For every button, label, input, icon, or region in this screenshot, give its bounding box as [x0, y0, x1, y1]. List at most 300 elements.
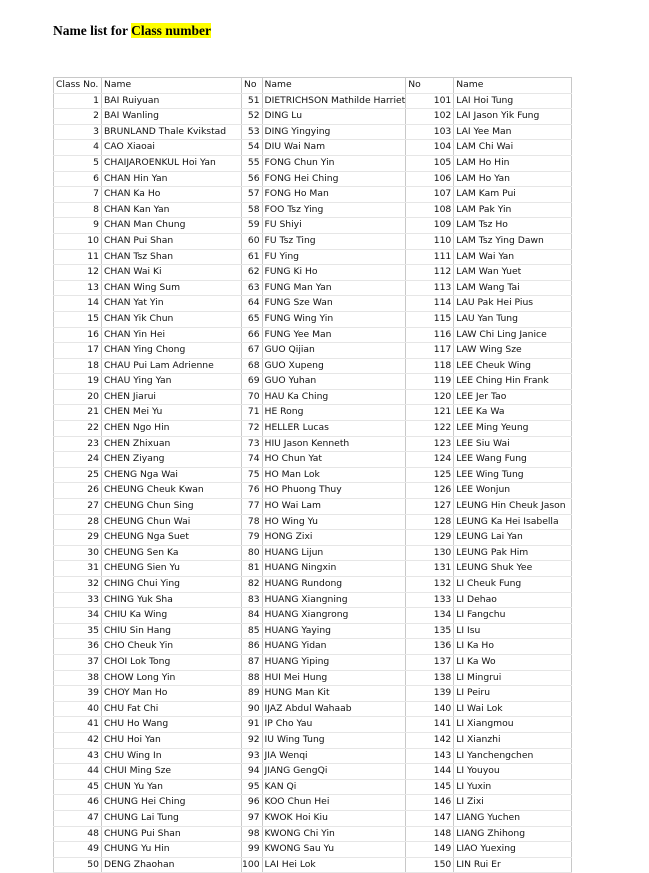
student-name-cell: CHEN Ziyang — [102, 452, 242, 468]
student-name-cell: HUANG Xiangning — [262, 592, 406, 608]
no-cell: 111 — [406, 249, 454, 265]
student-name-cell: CHUI Ming Sze — [102, 764, 242, 780]
class-no-cell: 38 — [54, 670, 102, 686]
no-cell: 138 — [406, 670, 454, 686]
table-row — [54, 327, 572, 343]
student-name-cell: FUNG Yee Man — [262, 327, 406, 343]
student-name-cell: LEUNG Lai Yan — [454, 530, 572, 546]
student-name-cell: CHAN Yin Hei — [102, 327, 242, 343]
class-no-cell: 23 — [54, 436, 102, 452]
table-row — [54, 311, 572, 327]
student-name-cell: GUO Yuhan — [262, 374, 406, 390]
student-name-cell: LEE Siu Wai — [454, 436, 572, 452]
student-name-cell: LEUNG Shuk Yee — [454, 561, 572, 577]
class-no-cell: 3 — [54, 124, 102, 140]
student-name-cell: FONG Chun Yin — [262, 155, 406, 171]
no-cell: 97 — [242, 810, 263, 826]
student-name-cell: LAW Chi Ling Janice — [454, 327, 572, 343]
no-cell: 142 — [406, 732, 454, 748]
student-name-cell: LAM Chi Wai — [454, 140, 572, 156]
class-no-cell: 18 — [54, 358, 102, 374]
no-cell: 84 — [242, 608, 263, 624]
class-no-cell: 48 — [54, 826, 102, 842]
title-highlight: Class number — [131, 23, 211, 38]
no-cell: 132 — [406, 577, 454, 593]
class-no-cell: 27 — [54, 499, 102, 515]
student-name-cell: LI Yuxin — [454, 779, 572, 795]
class-no-cell: 10 — [54, 233, 102, 249]
table-row — [54, 499, 572, 515]
header-name-1: Name — [102, 78, 242, 94]
student-name-cell: CHING Yuk Sha — [102, 592, 242, 608]
class-no-cell: 21 — [54, 405, 102, 421]
student-name-cell: CHEN Ngo Hin — [102, 421, 242, 437]
no-cell: 94 — [242, 764, 263, 780]
student-name-cell: HE Rong — [262, 405, 406, 421]
student-name-cell: CHAN Ka Ho — [102, 187, 242, 203]
student-name-cell: BAI Wanling — [102, 109, 242, 125]
name-list-table — [53, 77, 572, 873]
student-name-cell: CHU Ho Wang — [102, 717, 242, 733]
no-cell: 147 — [406, 810, 454, 826]
student-name-cell: CHUNG Hei Ching — [102, 795, 242, 811]
student-name-cell: HELLER Lucas — [262, 421, 406, 437]
student-name-cell: LI Fangchu — [454, 608, 572, 624]
student-name-cell: CHAN Wing Sum — [102, 280, 242, 296]
table-row — [54, 623, 572, 639]
table-row — [54, 592, 572, 608]
student-name-cell: HUANG Yaying — [262, 623, 406, 639]
no-cell: 98 — [242, 826, 263, 842]
student-name-cell: CHEUNG Sen Ka — [102, 545, 242, 561]
class-no-cell: 44 — [54, 764, 102, 780]
no-cell: 110 — [406, 233, 454, 249]
student-name-cell: CHUNG Pui Shan — [102, 826, 242, 842]
class-no-cell: 47 — [54, 810, 102, 826]
student-name-cell: FUNG Wing Yin — [262, 311, 406, 327]
table-row — [54, 280, 572, 296]
class-no-cell: 15 — [54, 311, 102, 327]
no-cell: 126 — [406, 483, 454, 499]
table-row — [54, 732, 572, 748]
no-cell: 71 — [242, 405, 263, 421]
student-name-cell: LAM Kam Pui — [454, 187, 572, 203]
class-no-cell: 31 — [54, 561, 102, 577]
class-no-cell: 34 — [54, 608, 102, 624]
no-cell: 93 — [242, 748, 263, 764]
no-cell: 128 — [406, 514, 454, 530]
student-name-cell: HAU Ka Ching — [262, 389, 406, 405]
student-name-cell: FOO Tsz Ying — [262, 202, 406, 218]
no-cell: 59 — [242, 218, 263, 234]
table-row — [54, 296, 572, 312]
student-name-cell: CHUNG Yu Hin — [102, 842, 242, 858]
no-cell: 65 — [242, 311, 263, 327]
no-cell: 61 — [242, 249, 263, 265]
student-name-cell: FU Shiyi — [262, 218, 406, 234]
title-prefix: Name list for — [53, 23, 132, 38]
table-row — [54, 218, 572, 234]
no-cell: 113 — [406, 280, 454, 296]
class-no-cell: 40 — [54, 701, 102, 717]
no-cell: 91 — [242, 717, 263, 733]
student-name-cell: BAI Ruiyuan — [102, 93, 242, 109]
student-name-cell: LEE Jer Tao — [454, 389, 572, 405]
table-row — [54, 717, 572, 733]
student-name-cell: LEE Wing Tung — [454, 467, 572, 483]
no-cell: 56 — [242, 171, 263, 187]
student-name-cell: CHOY Man Ho — [102, 686, 242, 702]
no-cell: 114 — [406, 296, 454, 312]
no-cell: 99 — [242, 842, 263, 858]
table-row — [54, 530, 572, 546]
student-name-cell: LEUNG Ka Hei Isabella — [454, 514, 572, 530]
no-cell: 54 — [242, 140, 263, 156]
table-row — [54, 436, 572, 452]
no-cell: 86 — [242, 639, 263, 655]
class-no-cell: 7 — [54, 187, 102, 203]
table-row — [54, 810, 572, 826]
table-row — [54, 265, 572, 281]
no-cell: 89 — [242, 686, 263, 702]
class-no-cell: 32 — [54, 577, 102, 593]
student-name-cell: LAM Wan Yuet — [454, 265, 572, 281]
no-cell: 92 — [242, 732, 263, 748]
no-cell: 100 — [242, 857, 263, 873]
student-name-cell: HO Wai Lam — [262, 499, 406, 515]
table-row — [54, 826, 572, 842]
table-row — [54, 249, 572, 265]
no-cell: 139 — [406, 686, 454, 702]
student-name-cell: HO Chun Yat — [262, 452, 406, 468]
student-name-cell: DING Yingying — [262, 124, 406, 140]
class-no-cell: 9 — [54, 218, 102, 234]
student-name-cell: FU Tsz Ting — [262, 233, 406, 249]
class-no-cell: 28 — [54, 514, 102, 530]
student-name-cell: CHIU Ka Wing — [102, 608, 242, 624]
header-class-no: Class No. — [54, 78, 102, 94]
no-cell: 55 — [242, 155, 263, 171]
student-name-cell: LAU Yan Tung — [454, 311, 572, 327]
class-no-cell: 24 — [54, 452, 102, 468]
class-no-cell: 33 — [54, 592, 102, 608]
no-cell: 117 — [406, 343, 454, 359]
no-cell: 121 — [406, 405, 454, 421]
no-cell: 123 — [406, 436, 454, 452]
no-cell: 62 — [242, 265, 263, 281]
no-cell: 124 — [406, 452, 454, 468]
no-cell: 125 — [406, 467, 454, 483]
no-cell: 106 — [406, 171, 454, 187]
class-no-cell: 29 — [54, 530, 102, 546]
table-row — [54, 577, 572, 593]
class-no-cell: 22 — [54, 421, 102, 437]
table-row — [54, 670, 572, 686]
student-name-cell: HO Man Lok — [262, 467, 406, 483]
header-row — [54, 78, 572, 94]
student-name-cell: IJAZ Abdul Wahaab — [262, 701, 406, 717]
no-cell: 76 — [242, 483, 263, 499]
no-cell: 104 — [406, 140, 454, 156]
no-cell: 112 — [406, 265, 454, 281]
class-no-cell: 17 — [54, 343, 102, 359]
class-no-cell: 1 — [54, 93, 102, 109]
no-cell: 81 — [242, 561, 263, 577]
table-row — [54, 686, 572, 702]
no-cell: 102 — [406, 109, 454, 125]
no-cell: 74 — [242, 452, 263, 468]
no-cell: 68 — [242, 358, 263, 374]
student-name-cell: LAM Wai Yan — [454, 249, 572, 265]
class-no-cell: 4 — [54, 140, 102, 156]
class-no-cell: 46 — [54, 795, 102, 811]
student-name-cell: CHAN Ying Chong — [102, 343, 242, 359]
header-name-3: Name — [454, 78, 572, 94]
student-name-cell: BRUNLAND Thale Kvikstad — [102, 124, 242, 140]
no-cell: 148 — [406, 826, 454, 842]
table-row — [54, 608, 572, 624]
no-cell: 133 — [406, 592, 454, 608]
student-name-cell: LIANG Yuchen — [454, 810, 572, 826]
table-row — [54, 514, 572, 530]
no-cell: 79 — [242, 530, 263, 546]
table-row — [54, 639, 572, 655]
student-name-cell: LI Xiangmou — [454, 717, 572, 733]
student-name-cell: KWOK Hoi Kiu — [262, 810, 406, 826]
student-name-cell: KWONG Chi Yin — [262, 826, 406, 842]
student-name-cell: KWONG Sau Yu — [262, 842, 406, 858]
class-no-cell: 37 — [54, 654, 102, 670]
no-cell: 109 — [406, 218, 454, 234]
no-cell: 87 — [242, 654, 263, 670]
no-cell: 141 — [406, 717, 454, 733]
no-cell: 66 — [242, 327, 263, 343]
no-cell: 85 — [242, 623, 263, 639]
table-row — [54, 701, 572, 717]
table-row — [54, 795, 572, 811]
student-name-cell: KOO Chun Hei — [262, 795, 406, 811]
student-name-cell: FONG Hei Ching — [262, 171, 406, 187]
no-cell: 150 — [406, 857, 454, 873]
student-name-cell: LAM Ho Yan — [454, 171, 572, 187]
student-name-cell: GUO Xupeng — [262, 358, 406, 374]
class-no-cell: 6 — [54, 171, 102, 187]
class-no-cell: 12 — [54, 265, 102, 281]
no-cell: 118 — [406, 358, 454, 374]
student-name-cell: CHAN Yat Yin — [102, 296, 242, 312]
student-name-cell: HUANG Yidan — [262, 639, 406, 655]
table-row — [54, 467, 572, 483]
no-cell: 82 — [242, 577, 263, 593]
student-name-cell: LAI Yee Man — [454, 124, 572, 140]
student-name-cell: CHING Chui Ying — [102, 577, 242, 593]
table-row — [54, 140, 572, 156]
student-name-cell: CHAU Ying Yan — [102, 374, 242, 390]
student-name-cell: LAM Tsz Ying Dawn — [454, 233, 572, 249]
table-row — [54, 421, 572, 437]
student-name-cell: FUNG Man Yan — [262, 280, 406, 296]
student-name-cell: DENG Zhaohan — [102, 857, 242, 873]
class-no-cell: 5 — [54, 155, 102, 171]
student-name-cell: LEE Ching Hin Frank — [454, 374, 572, 390]
student-name-cell: LI Isu — [454, 623, 572, 639]
no-cell: 136 — [406, 639, 454, 655]
no-cell: 53 — [242, 124, 263, 140]
student-name-cell: CHEUNG Sien Yu — [102, 561, 242, 577]
student-name-cell: CHUNG Lai Tung — [102, 810, 242, 826]
no-cell: 64 — [242, 296, 263, 312]
student-name-cell: LAM Wang Tai — [454, 280, 572, 296]
student-name-cell: HUANG Lijun — [262, 545, 406, 561]
student-name-cell: CHEUNG Chun Wai — [102, 514, 242, 530]
student-name-cell: LAI Hoi Tung — [454, 93, 572, 109]
student-name-cell: LIANG Zhihong — [454, 826, 572, 842]
table-row — [54, 748, 572, 764]
no-cell: 145 — [406, 779, 454, 795]
class-no-cell: 26 — [54, 483, 102, 499]
student-name-cell: LEE Cheuk Wing — [454, 358, 572, 374]
student-name-cell: HUANG Ningxin — [262, 561, 406, 577]
student-name-cell: LAM Ho Hin — [454, 155, 572, 171]
no-cell: 105 — [406, 155, 454, 171]
no-cell: 140 — [406, 701, 454, 717]
class-no-cell: 14 — [54, 296, 102, 312]
student-name-cell: CAO Xiaoai — [102, 140, 242, 156]
no-cell: 144 — [406, 764, 454, 780]
student-name-cell: DIU Wai Nam — [262, 140, 406, 156]
class-no-cell: 8 — [54, 202, 102, 218]
student-name-cell: LAI Jason Yik Fung — [454, 109, 572, 125]
student-name-cell: HUANG Yiping — [262, 654, 406, 670]
student-name-cell: HO Wing Yu — [262, 514, 406, 530]
class-no-cell: 2 — [54, 109, 102, 125]
student-name-cell: HIU Jason Kenneth — [262, 436, 406, 452]
student-name-cell: LI Xianzhi — [454, 732, 572, 748]
student-name-cell: CHAU Pui Lam Adrienne — [102, 358, 242, 374]
class-no-cell: 43 — [54, 748, 102, 764]
no-cell: 119 — [406, 374, 454, 390]
table-row — [54, 764, 572, 780]
student-name-cell: LEE Wang Fung — [454, 452, 572, 468]
student-name-cell: HONG Zixi — [262, 530, 406, 546]
class-no-cell: 49 — [54, 842, 102, 858]
student-name-cell: CHEN Jiarui — [102, 389, 242, 405]
class-no-cell: 35 — [54, 623, 102, 639]
no-cell: 101 — [406, 93, 454, 109]
no-cell: 69 — [242, 374, 263, 390]
student-name-cell: CHAN Wai Ki — [102, 265, 242, 281]
student-name-cell: LI Wai Lok — [454, 701, 572, 717]
no-cell: 67 — [242, 343, 263, 359]
class-no-cell: 39 — [54, 686, 102, 702]
table-row — [54, 857, 572, 873]
class-no-cell: 25 — [54, 467, 102, 483]
student-name-cell: CHU Hoi Yan — [102, 732, 242, 748]
student-name-cell: CHOW Long Yin — [102, 670, 242, 686]
no-cell: 107 — [406, 187, 454, 203]
student-name-cell: LI Yanchengchen — [454, 748, 572, 764]
no-cell: 90 — [242, 701, 263, 717]
table-row — [54, 842, 572, 858]
no-cell: 70 — [242, 389, 263, 405]
no-cell: 146 — [406, 795, 454, 811]
no-cell: 143 — [406, 748, 454, 764]
student-name-cell: CHU Fat Chi — [102, 701, 242, 717]
no-cell: 78 — [242, 514, 263, 530]
student-name-cell: FONG Ho Man — [262, 187, 406, 203]
table-row — [54, 389, 572, 405]
student-name-cell: CHEUNG Nga Suet — [102, 530, 242, 546]
student-name-cell: CHEN Zhixuan — [102, 436, 242, 452]
page-title — [53, 22, 211, 40]
student-name-cell: FUNG Sze Wan — [262, 296, 406, 312]
student-name-cell: LI Ka Ho — [454, 639, 572, 655]
student-name-cell: CHIU Sin Hang — [102, 623, 242, 639]
table-row — [54, 405, 572, 421]
table-row — [54, 654, 572, 670]
student-name-cell: LI Dehao — [454, 592, 572, 608]
class-no-cell: 11 — [54, 249, 102, 265]
no-cell: 149 — [406, 842, 454, 858]
no-cell: 51 — [242, 93, 263, 109]
student-name-cell: LIN Rui Er — [454, 857, 572, 873]
student-name-cell: KAN Qi — [262, 779, 406, 795]
no-cell: 127 — [406, 499, 454, 515]
header-no-3: No — [406, 78, 454, 94]
student-name-cell: HUANG Xiangrong — [262, 608, 406, 624]
student-name-cell: LI Mingrui — [454, 670, 572, 686]
student-name-cell: LAW Wing Sze — [454, 343, 572, 359]
table-row — [54, 171, 572, 187]
no-cell: 96 — [242, 795, 263, 811]
student-name-cell: JIANG GengQi — [262, 764, 406, 780]
no-cell: 52 — [242, 109, 263, 125]
class-no-cell: 30 — [54, 545, 102, 561]
no-cell: 134 — [406, 608, 454, 624]
class-no-cell: 42 — [54, 732, 102, 748]
table-row — [54, 358, 572, 374]
table-row — [54, 779, 572, 795]
class-no-cell: 16 — [54, 327, 102, 343]
no-cell: 80 — [242, 545, 263, 561]
no-cell: 131 — [406, 561, 454, 577]
class-no-cell: 19 — [54, 374, 102, 390]
no-cell: 129 — [406, 530, 454, 546]
student-name-cell: LEUNG Pak Him — [454, 545, 572, 561]
no-cell: 72 — [242, 421, 263, 437]
no-cell: 135 — [406, 623, 454, 639]
student-name-cell: GUO Qijian — [262, 343, 406, 359]
student-name-cell: CHAN Pui Shan — [102, 233, 242, 249]
table-row — [54, 202, 572, 218]
student-name-cell: LEE Ming Yeung — [454, 421, 572, 437]
table-row — [54, 155, 572, 171]
student-name-cell: HUI Mei Hung — [262, 670, 406, 686]
student-name-cell: DIETRICHSON Mathilde Harriet — [262, 93, 406, 109]
student-name-cell: CHAN Man Chung — [102, 218, 242, 234]
student-name-cell: CHU Wing In — [102, 748, 242, 764]
no-cell: 63 — [242, 280, 263, 296]
no-cell: 116 — [406, 327, 454, 343]
no-cell: 122 — [406, 421, 454, 437]
student-name-cell: CHAIJAROENKUL Hoi Yan — [102, 155, 242, 171]
no-cell: 57 — [242, 187, 263, 203]
student-name-cell: LI Youyou — [454, 764, 572, 780]
student-name-cell: CHOI Lok Tong — [102, 654, 242, 670]
student-name-cell: CHUN Yu Yan — [102, 779, 242, 795]
table-row — [54, 561, 572, 577]
header-name-2: Name — [262, 78, 406, 94]
